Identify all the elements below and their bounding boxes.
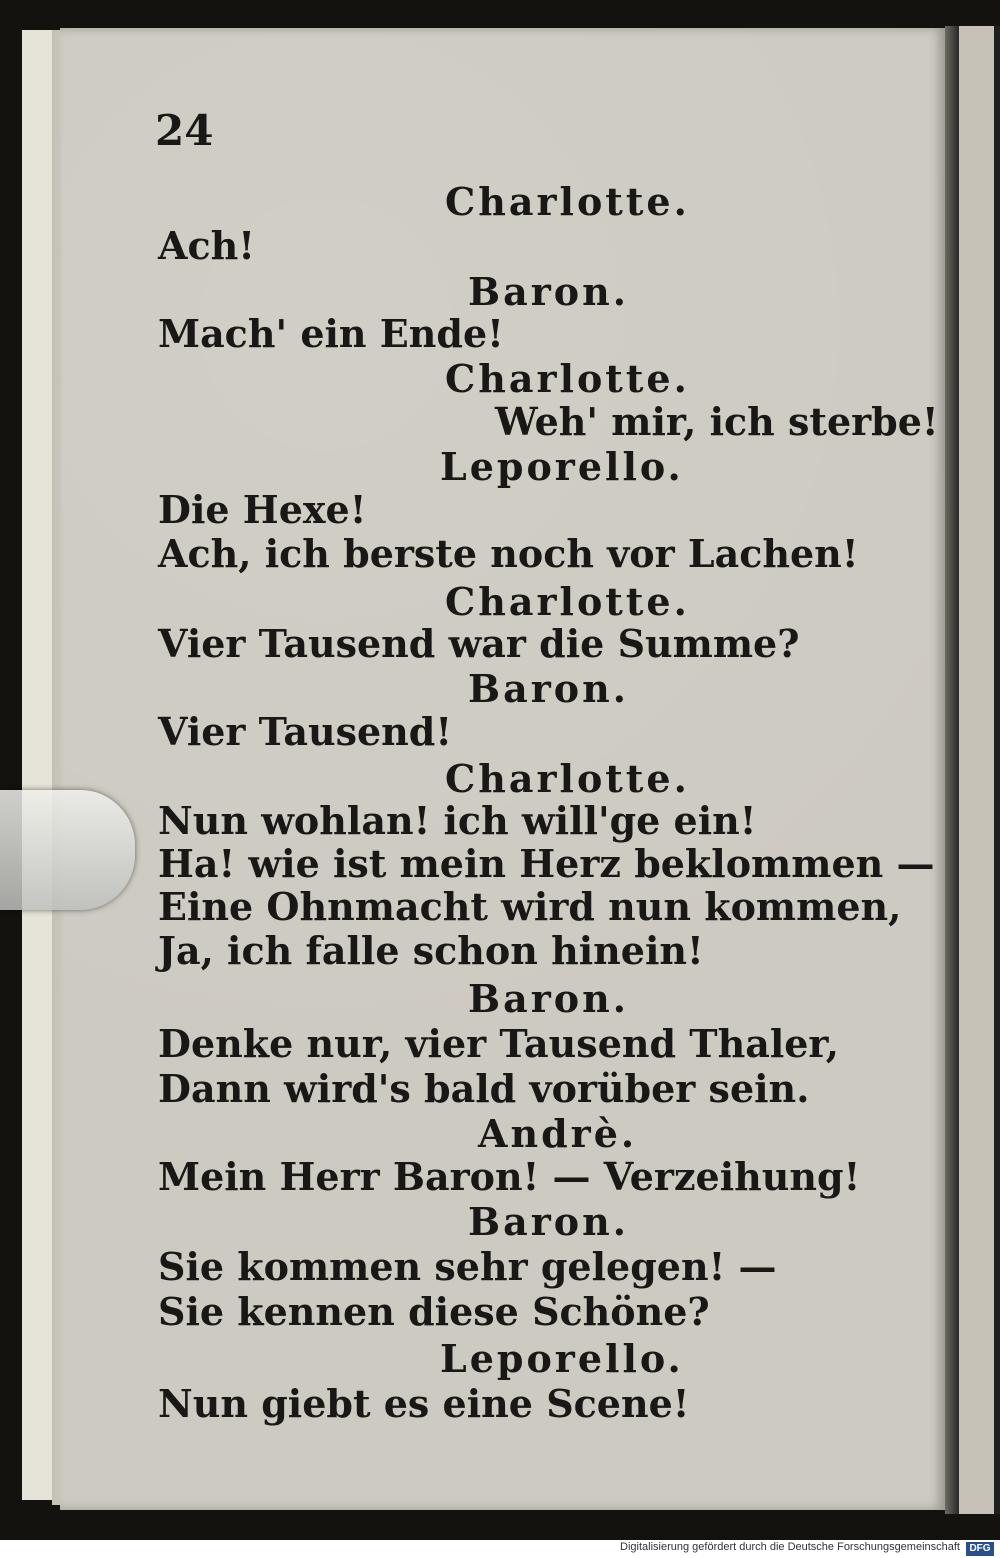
speaker-baron: Baron. <box>468 976 629 1021</box>
dfg-logo: DFG <box>966 1542 994 1556</box>
speaker-baron: Baron. <box>468 1199 629 1244</box>
verse-line: Ach, ich berste noch vor Lachen! <box>158 531 859 576</box>
verse-line: Mach' ein Ende! <box>158 311 504 356</box>
speaker-baron: Baron. <box>468 269 629 314</box>
verse-line: Weh' mir, ich sterbe! <box>495 399 939 444</box>
speaker-leporello: Leporello. <box>440 1336 684 1381</box>
funding-credit: Digitalisierung gefördert durch die Deutsche Forschungsgemeinschaft <box>620 1541 960 1553</box>
verse-line: Die Hexe! <box>158 487 367 532</box>
speaker-charlotte: Charlotte. <box>445 756 690 801</box>
verse-line: Ja, ich falle schon hinein! <box>158 928 704 973</box>
page-number: 24 <box>155 106 214 155</box>
speaker-charlotte: Charlotte. <box>445 179 690 224</box>
speaker-charlotte: Charlotte. <box>445 579 690 624</box>
verse-line: Sie kommen sehr gelegen! — <box>158 1244 777 1289</box>
speaker-charlotte: Charlotte. <box>445 356 690 401</box>
verse-line: Sie kennen diese Schöne? <box>158 1289 710 1334</box>
speaker-andre: Andrè. <box>478 1111 638 1156</box>
verse-line: Eine Ohnmacht wird nun kommen, <box>158 884 902 929</box>
digitization-footer <box>0 1540 1000 1558</box>
verse-line: Ach! <box>158 223 255 268</box>
verse-line: Nun wohlan! ich will'ge ein! <box>158 798 757 843</box>
verse-line: Nun giebt es eine Scene! <box>158 1381 690 1426</box>
verse-line: Ha! wie ist mein Herz beklommen — <box>158 841 935 886</box>
verse-line: Vier Tausend war die Summe? <box>158 621 800 666</box>
speaker-leporello: Leporello. <box>440 444 684 489</box>
verse-line: Mein Herr Baron! — Verzeihung! <box>158 1154 861 1199</box>
speaker-baron: Baron. <box>468 666 629 711</box>
verse-line: Vier Tausend! <box>158 709 453 754</box>
verse-line: Dann wird's bald vorüber sein. <box>158 1066 810 1111</box>
verse-line: Denke nur, vier Tausend Thaler, <box>158 1021 839 1066</box>
